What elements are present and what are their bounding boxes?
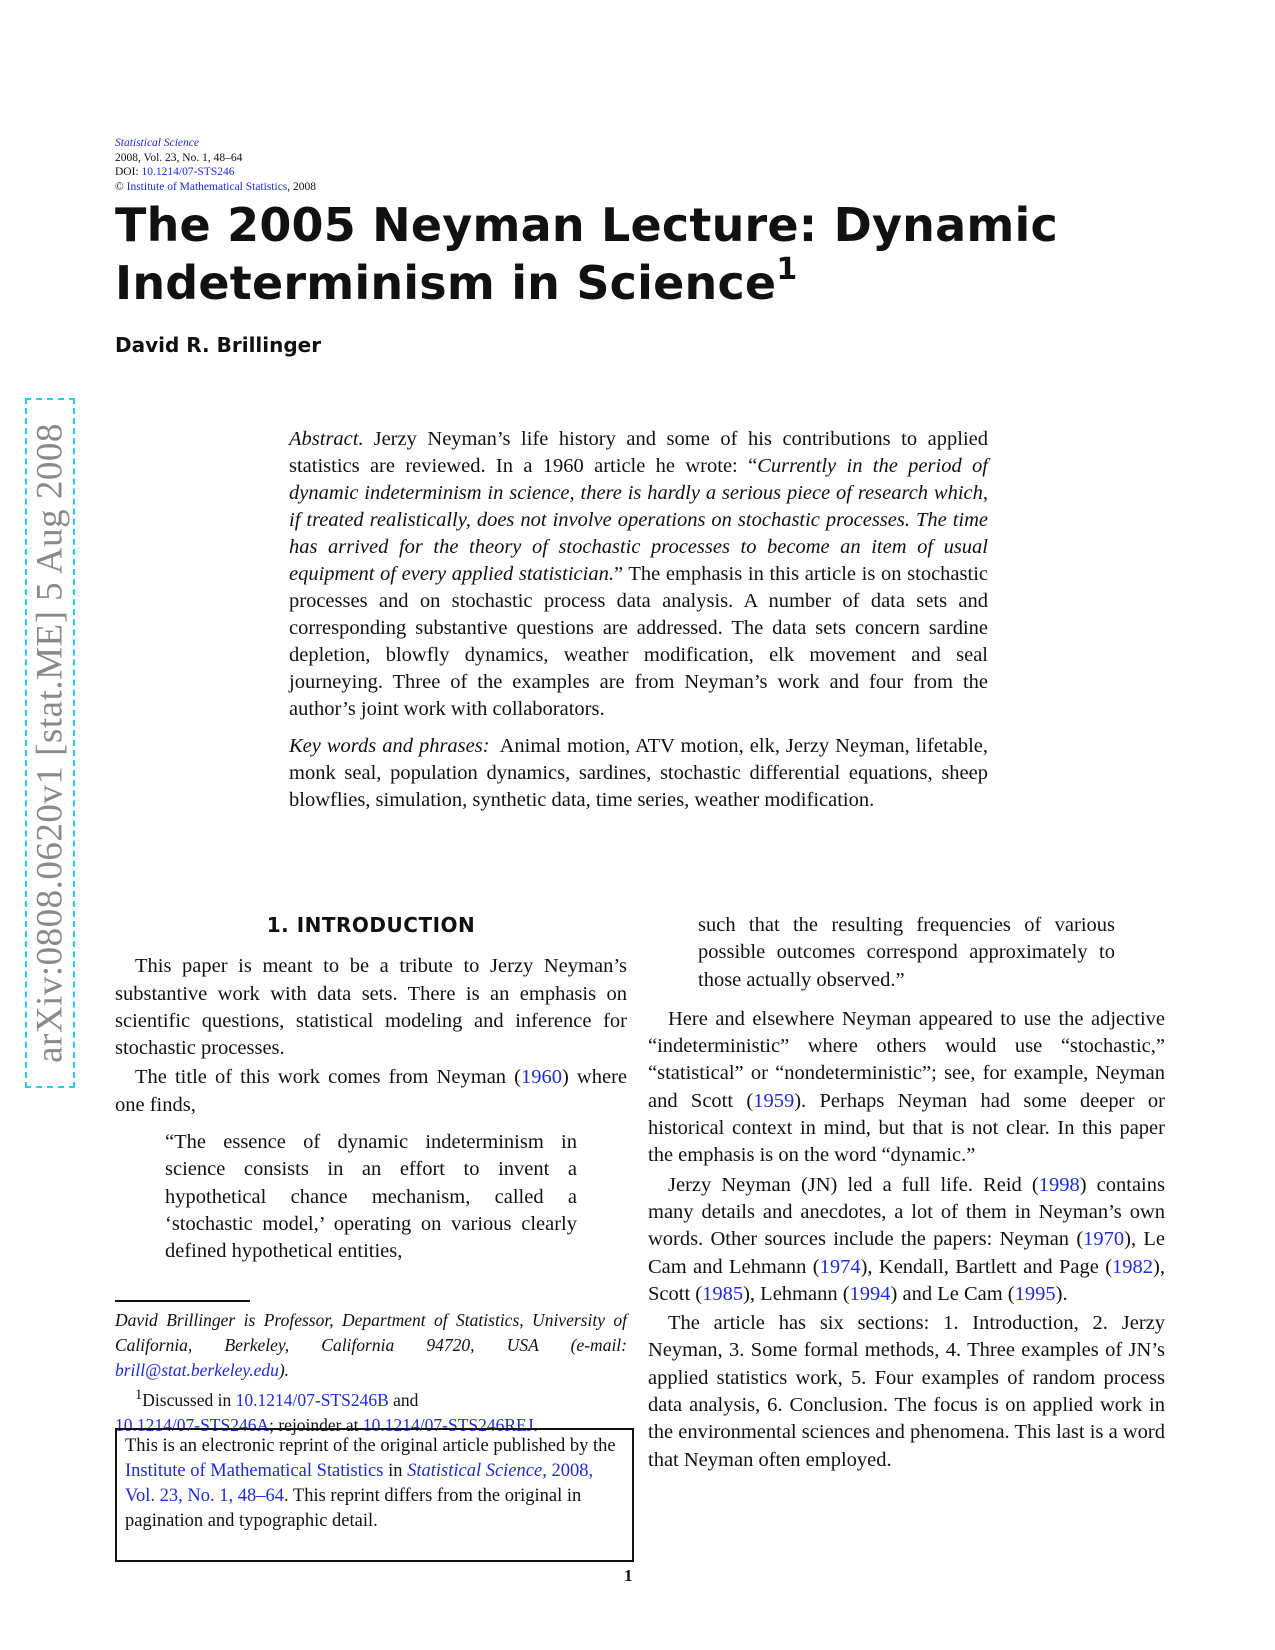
doi-label: DOI:: [115, 166, 139, 178]
citation-link[interactable]: 1974: [819, 1255, 861, 1278]
copyright-year: , 2008: [287, 180, 317, 193]
intro-paragraph-3: [648, 1006, 1165, 1170]
reprint-text-end: . This reprint differs from the original in pagination and typographic detail.: [125, 1486, 582, 1531]
p4-text: ) contains many details and anecdotes, a lot of them in Neyman’s own words. Other sources include the papers: Neyman (: [648, 1173, 1165, 1251]
section-heading-introduction: 1. INTRODUCTION: [266, 913, 476, 937]
reprint-notice-box: [115, 1428, 634, 1562]
keywords-text: Animal motion, ATV motion, elk, Jerzy Neyman, lifetable, monk seal, population dynamics, sardines, stochastic differential equations, sheep blowflies, simulation, synthetic data, time series, weather modification.: [289, 735, 988, 811]
p4-text: ), Scott (: [648, 1255, 1165, 1305]
citation-link[interactable]: , 2008, Vol. 23, No. 1, 48–64: [125, 1461, 594, 1506]
journal-link[interactable]: Statistical Science: [407, 1461, 543, 1481]
discussion-link-b[interactable]: 10.1214/07-STS246B: [235, 1389, 389, 1410]
author-note-end: ).: [278, 1360, 290, 1380]
abstract-rest: ” The emphasis in this article is on stochastic processes and on stochastic process data analysis. A number of data sets and corresponding substantive questions are addressed. The data sets concern sardine depletion, blowfly dynamics, weather modification, elk movement and seal journeying. Three of the examples are from Neyman’s work and four from the author’s joint work with collaborators.: [289, 563, 988, 720]
fn1-text: Discussed in: [142, 1389, 236, 1410]
title-line-1: The 2005 Neyman Lecture: Dynamic: [115, 198, 1058, 252]
abstract-label: Abstract.: [289, 428, 364, 450]
p4-text: ), Kendall, Bartlett and Page (: [860, 1255, 1113, 1278]
citation-link[interactable]: 1994: [849, 1282, 891, 1305]
citation-link[interactable]: 1995: [1014, 1282, 1056, 1305]
p2-text-end: ) where one finds,: [115, 1066, 628, 1116]
abstract-intro: Jerzy Neyman’s life history and some of his contributions to applied statistics are reviewed. In a 1960 article he wrote: “: [289, 428, 988, 477]
neyman-quote: “The essence of dynamic indeterminism in science consists in an effort to invent a hypothetical chance mechanism, called a ‘stochastic model,’ operating on various clearly defined hypothetical entities,: [165, 1131, 577, 1263]
intro-paragraph-1: This paper is meant to be a tribute to Jerzy Neyman’s substantive work with data sets. There is an emphasis on scientific questions, statistical modeling and inference for stochastic processes.: [115, 955, 627, 1060]
author-name: David R. Brillinger: [115, 333, 322, 357]
copyright-icon: ©: [115, 180, 124, 193]
citation-link[interactable]: 1960: [520, 1066, 562, 1089]
reprint-text: This is an electronic reprint of the original article published by the: [125, 1436, 616, 1456]
publisher-link[interactable]: Institute of Mathematical Statistics: [126, 180, 288, 193]
keywords-label: Key words and phrases:: [289, 735, 490, 757]
keywords: [289, 733, 988, 814]
author-note-text: David Brillinger is Professor, Department of Statistics, University of California, Berkeley, California 94720, USA (e-mail:: [115, 1310, 627, 1355]
copyright-line: [115, 180, 316, 195]
volume-line: 2008, Vol. 23, No. 1, 48–64: [115, 151, 243, 164]
arxiv-stamp-text: arXiv:0808.0620v1 [stat.ME] 5 Aug 2008: [29, 423, 71, 1063]
paper-title: [115, 196, 1058, 312]
doi-link[interactable]: 10.1214/07-STS246: [141, 166, 235, 178]
footnote-divider: [115, 1300, 250, 1302]
journal-header: [115, 136, 316, 194]
arxiv-stamp[interactable]: [25, 398, 75, 1088]
abstract-paragraph: [289, 426, 988, 723]
intro-paragraph-5: The article has six sections: 1. Introduction, 2. Jerzy Neyman, 3. Some formal methods, 4. Three examples of JN’s applied statistics work, 5. Four examples of random process data analysis, 6. Conclusion. The focus is on applied work in the environmental sciences and phenomena. This last is a word that Neyman often employed.: [648, 1312, 1165, 1471]
publisher-link[interactable]: Institute of Mathematical Statistics: [125, 1461, 384, 1481]
intro-paragraph-4: [648, 1172, 1165, 1308]
left-column: [115, 912, 627, 1266]
p3-text-end: ). Perhaps Neyman had some deeper or historical context in mind, but that is not clear. In this paper the emphasis is on the word “dynamic.”: [648, 1089, 1166, 1167]
intro-paragraph-2: [115, 1064, 627, 1119]
abstract-quote: Currently in the period of dynamic indeterminism in science, there is hardly a serious piece of research which, if treated realistically, does not involve operations on stochastic processes. The time has arrived for the theory of stochastic processes to become an item of usual equipment of every applied statistician.: [289, 455, 988, 585]
reprint-text: in: [383, 1461, 408, 1481]
citation-link[interactable]: 1982: [1112, 1255, 1154, 1278]
fn1-rejoinder: ; rejoinder at: [269, 1414, 363, 1435]
citation-link[interactable]: 1985: [702, 1282, 744, 1305]
p3-text: Here and elsewhere Neyman appeared to use the adjective “indeterministic” where others would use “stochastic,” “statistical” or “nondeterministic”; see, for example, Neyman and Scott (: [648, 1007, 1165, 1112]
abstract: [289, 426, 988, 814]
citation-link[interactable]: 1998: [1038, 1173, 1080, 1196]
citation-link[interactable]: 1959: [753, 1089, 795, 1112]
p4-text: ), Le Cam and Lehmann (: [648, 1228, 1166, 1278]
right-column: [648, 912, 1165, 1474]
p4-text: Jerzy Neyman (JN) led a full life. Reid (: [668, 1173, 1039, 1196]
p4-text: ), Lehmann (: [743, 1282, 850, 1305]
p2-text: The title of this work comes from Neyman (: [135, 1066, 521, 1089]
fn1-and: and: [388, 1389, 419, 1410]
author-footnote: [115, 1308, 627, 1383]
page-number: 1: [624, 1566, 633, 1585]
rejoinder-link[interactable]: 10.1214/07-STS246REJ: [362, 1414, 534, 1435]
title-footnote-mark[interactable]: 1: [776, 252, 798, 287]
fn1-end: .: [533, 1414, 538, 1435]
journal-name-link[interactable]: Statistical Science: [115, 137, 199, 149]
neyman-quote-continued: such that the resulting frequencies of various possible outcomes correspond approximately to those actually observed.”: [698, 914, 1115, 991]
p4-text-end: ).: [1055, 1282, 1068, 1305]
citation-link[interactable]: 1970: [1083, 1228, 1125, 1251]
p4-text: ) and Le Cam (: [890, 1282, 1015, 1305]
footnote-1-mark: 1: [135, 1387, 143, 1403]
email-link[interactable]: brill@stat.berkeley.edu: [115, 1360, 279, 1380]
footnotes: [115, 1300, 627, 1438]
discussion-link-a[interactable]: 10.1214/07-STS246A: [115, 1414, 270, 1435]
title-line-2: Indeterminism in Science: [115, 256, 777, 310]
doi-line: [115, 165, 316, 180]
